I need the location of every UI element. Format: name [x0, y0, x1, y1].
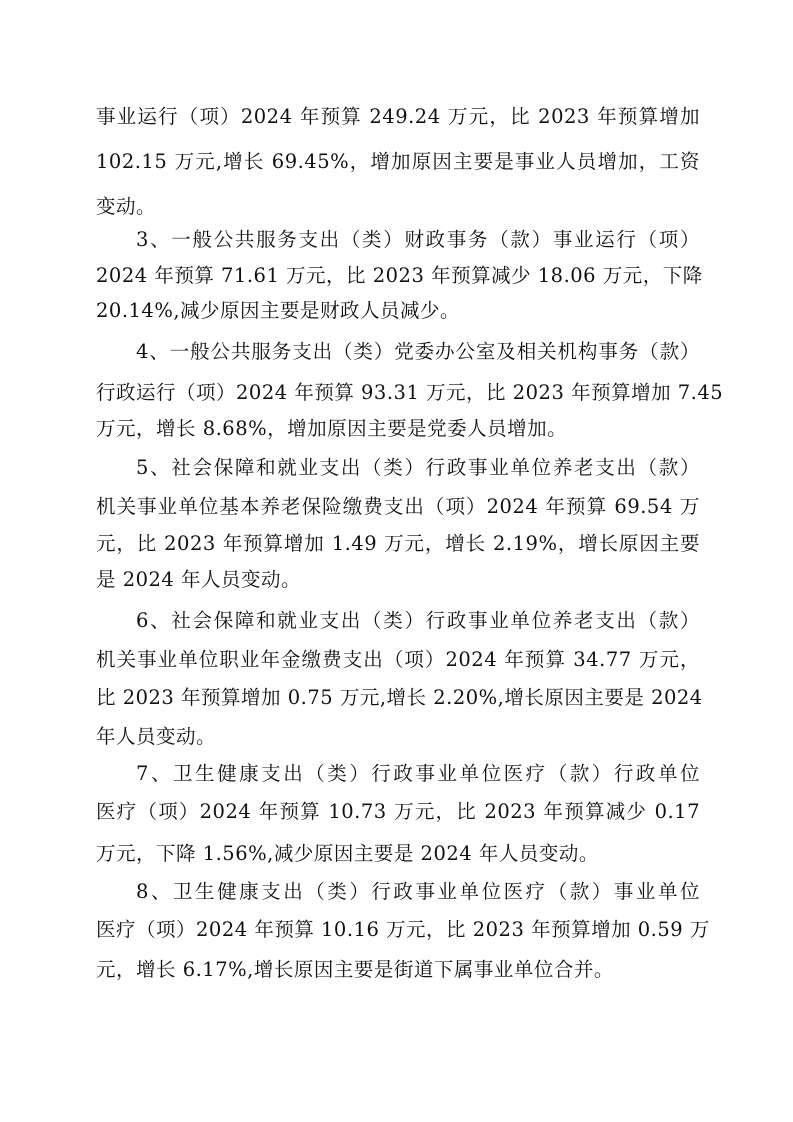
paragraph-line: 元，比 2023 年预算增加 1.49 万元，增长 2.19%，增长原因主要 — [96, 532, 700, 555]
paragraph-line: 机关事业单位基本养老保险缴费支出（项）2024 年预算 69.54 万 — [96, 495, 700, 518]
paragraph-line: 7、卫生健康支出（类）行政事业单位医疗（款）行政单位 — [136, 762, 700, 785]
paragraph-line: 元，增长 6.17%,增长原因主要是街道下属事业单位合并。 — [96, 958, 614, 981]
paragraph-line: 4、一般公共服务支出（类）党委办公室及相关机构事务（款） — [136, 340, 700, 363]
paragraph-line: 2024 年预算 71.61 万元，比 2023 年预算减少 18.06 万元，下降 — [96, 264, 703, 287]
paragraph-line: 8、卫生健康支出（类）行政事业单位医疗（款）事业单位 — [136, 880, 700, 903]
paragraph-line: 3、一般公共服务支出（类）财政事务（款）事业运行（项） — [136, 228, 700, 251]
paragraph-line: 机关事业单位职业年金缴费支出（项）2024 年预算 34.77 万元， — [96, 648, 700, 671]
paragraph-line: 变动。 — [96, 195, 157, 218]
paragraph-line: 医疗（项）2024 年预算 10.73 万元，比 2023 年预算减少 0.17 — [96, 800, 700, 823]
paragraph-line: 万元，增长 8.68%，增加原因主要是党委人员增加。 — [96, 417, 568, 440]
paragraph-line: 比 2023 年预算增加 0.75 万元,增长 2.20%,增长原因主要是 2024 — [96, 686, 703, 709]
paragraph-line: 医疗（项）2024 年预算 10.16 万元，比 2023 年预算增加 0.59 万 — [96, 918, 710, 941]
paragraph-line: 20.14%,减少原因主要是财政人员减少。 — [96, 299, 461, 322]
paragraph-line: 是 2024 年人员变动。 — [96, 568, 302, 591]
paragraph-line: 事业运行（项）2024 年预算 249.24 万元，比 2023 年预算增加 — [96, 105, 700, 128]
paragraph-line: 万元，下降 1.56%,减少原因主要是 2024 年人员变动。 — [96, 842, 599, 865]
paragraph-line: 行政运行（项）2024 年预算 93.31 万元，比 2023 年预算增加 7.45 — [96, 381, 724, 404]
paragraph-line: 5、社会保障和就业支出（类）行政事业单位养老支出（款） — [136, 456, 700, 479]
paragraph-line: 102.15 万元,增长 69.45%，增加原因主要是事业人员增加，工资 — [96, 150, 700, 173]
paragraph-line: 6、社会保障和就业支出（类）行政事业单位养老支出（款） — [136, 609, 700, 632]
paragraph-line: 年人员变动。 — [96, 725, 217, 748]
